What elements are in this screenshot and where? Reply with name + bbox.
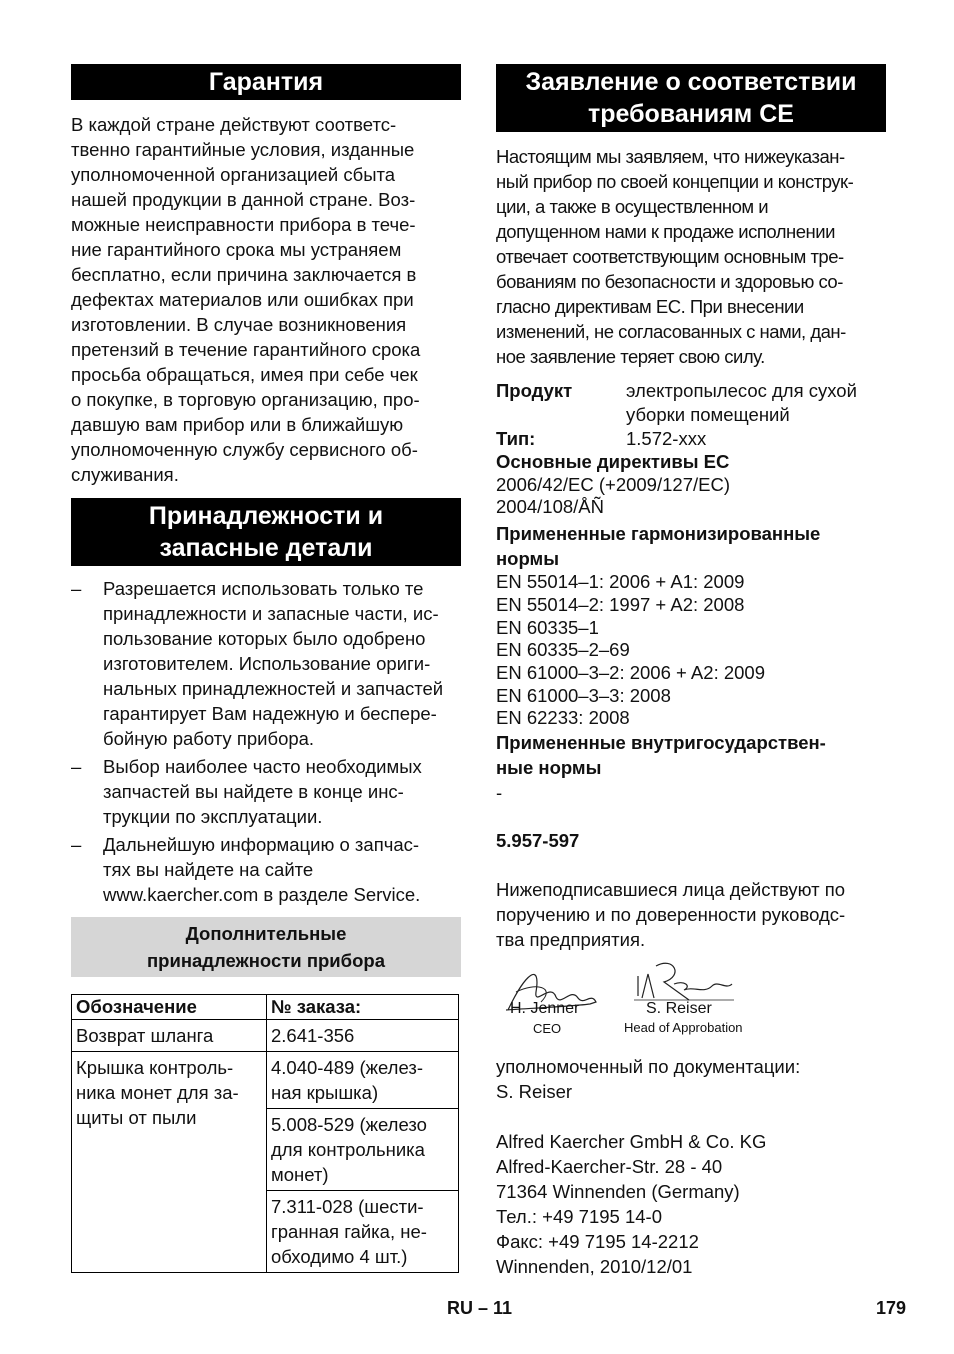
text-line: ции, а также в осуществленном и: [496, 196, 769, 217]
accessories-heading: [71, 498, 461, 566]
text-line: давшую вам прибор или в ближайшую: [71, 414, 404, 435]
table-cell-name: Возврат шланга: [72, 1020, 267, 1052]
text-line: ное заявление теряет свою силу.: [496, 346, 765, 367]
optional-accessories-heading: [71, 917, 461, 977]
text-line: нашей продукции в данной стране. Воз-: [71, 189, 416, 210]
list-item: [71, 576, 461, 751]
text-line: о покупке, в торговую организацию, про-: [71, 389, 420, 410]
address-line: Alfred-Kaercher-Str. 28 - 40: [496, 1155, 723, 1177]
national-label-line: ные нормы: [496, 757, 602, 779]
type-row: [496, 427, 886, 451]
address-line: Тел.: +49 7195 14-0: [496, 1205, 662, 1227]
signer1-name: H. Jenner: [510, 999, 580, 1017]
directive-line: 2006/42/EC (+2009/127/EC): [496, 473, 730, 495]
text-line: ние гарантийного срока мы устраняем: [71, 239, 402, 260]
harmonized-label-line: Примененные гармонизированные: [496, 523, 821, 545]
standards-list: [496, 571, 886, 730]
warranty-text: [71, 112, 461, 487]
national-label-line: Примененные внутригосударствен-: [496, 732, 826, 754]
cell-line: 5.008-529 (железо: [271, 1114, 427, 1135]
accessories-title-line: запасные детали: [159, 534, 373, 562]
text-line: гласно директивам ЕС. При внесении: [496, 296, 804, 317]
table-row: [72, 1052, 459, 1109]
signer2-role: Head of Approbation: [624, 1019, 743, 1035]
text-line: Дальнейшую информацию о запчас-: [103, 834, 420, 855]
standard-line: EN 61000–3–3: 2008: [496, 684, 671, 706]
directive-line: 2004/108/ÅÑ: [496, 496, 605, 518]
cell-line: ника монет для за-: [76, 1082, 239, 1103]
text-line: пользование которых было одобрено: [103, 628, 426, 649]
optional-title-line: принадлежности прибора: [147, 950, 385, 971]
cell-line: монет): [271, 1164, 329, 1185]
text-line: изменений, не согласованных с нами, дан-: [496, 321, 846, 342]
text-line: В каждой стране действуют соответс-: [71, 114, 397, 135]
document-number: 5.957-597: [496, 829, 580, 851]
text-line: бесплатно, если причина заключается в: [71, 264, 417, 285]
text-line: S. Reiser: [496, 1080, 573, 1102]
text-line: Настоящим мы заявляем, что нижеуказан-: [496, 146, 845, 167]
address-line: Факс: +49 7195 14-2212: [496, 1230, 699, 1252]
product-block: [496, 379, 886, 451]
signatures: [496, 962, 886, 1052]
text-line: служивания.: [71, 464, 179, 485]
cell-line: для контрольника: [271, 1139, 425, 1160]
product-label: Продукт: [496, 380, 573, 401]
standard-line: EN 60335–1: [496, 616, 599, 638]
optional-title-line: Дополнительные: [185, 923, 347, 944]
accessories-list: [71, 576, 461, 907]
cell-line: 4.040-489 (желез-: [271, 1057, 423, 1078]
ce-heading: [496, 64, 886, 132]
type-label: Тип:: [496, 428, 536, 449]
accessories-title-line: Принадлежности и: [148, 502, 384, 530]
directives-block: [496, 451, 886, 805]
signer1-role: CEO: [533, 1020, 562, 1036]
list-item: [71, 754, 461, 829]
cell-line: ная крышка): [271, 1082, 379, 1103]
text-line: изготовителем. Использование ориги-: [103, 653, 431, 674]
table-header-order-number: № заказа:: [267, 995, 459, 1020]
cell-line: щиты от пыли: [76, 1107, 197, 1128]
text-line: отвечает соответствующим основным тре-: [496, 246, 844, 267]
page-number: 179: [876, 1298, 907, 1318]
standard-line: EN 61000–3–2: 2006 + A2: 2009: [496, 661, 765, 683]
table-row: [72, 1020, 459, 1052]
type-value: 1.572-xxx: [626, 428, 707, 449]
signer2-name: S. Reiser: [646, 999, 712, 1017]
address-line: Winnenden, 2010/12/01: [496, 1255, 693, 1277]
harmonized-label-line: нормы: [496, 548, 560, 570]
warranty-heading: [71, 64, 461, 100]
standard-line: EN 60335–2–69: [496, 639, 630, 661]
text-line: уполномоченной организацией сбыта: [71, 164, 396, 185]
table-cell-order: [267, 1109, 459, 1191]
table-cell-order: 2.641-356: [267, 1020, 459, 1052]
text-line: тва предприятия.: [496, 928, 646, 950]
table-cell-order: [267, 1052, 459, 1109]
text-line: изготовлении. В случае возникновения: [71, 314, 407, 335]
standard-line: EN 62233: 2008: [496, 707, 630, 729]
cell-line: гранная гайка, не-: [271, 1221, 427, 1242]
text-line: поручению и по доверенности руководс-: [496, 903, 846, 925]
table-header-row: [72, 995, 459, 1020]
text-line: претензий в течение гарантийного срока: [71, 339, 421, 360]
standard-line: EN 55014–2: 1997 + A2: 2008: [496, 593, 745, 615]
table-cell-name: [72, 1052, 267, 1273]
text-line: нальных принадлежностей и запчастей: [103, 678, 444, 699]
right-column: [496, 64, 886, 1279]
address-line: Alfred Kaercher GmbH & Co. KG: [496, 1130, 767, 1152]
signers-text: [496, 877, 886, 952]
text-line: принадлежности и запасные части, ис-: [103, 603, 439, 624]
harmonized-label: [496, 521, 886, 571]
text-line: уполномоченный по документации:: [496, 1055, 801, 1077]
address-line: 71364 Winnenden (Germany): [496, 1180, 740, 1202]
list-item: [71, 832, 461, 907]
ce-title-line: требованиям СЕ: [588, 100, 794, 128]
text-line: трукции по эксплуатации.: [103, 806, 323, 827]
text-line: бованиям по безопасности и здоровью со-: [496, 271, 843, 292]
company-address: [496, 1129, 886, 1279]
authorized-text: [496, 1054, 886, 1104]
text-line: просьба обращаться, имея при себе чек: [71, 364, 418, 385]
product-line: уборки помещений: [626, 404, 790, 425]
product-line: электропылесос для сухой: [626, 380, 857, 401]
ce-intro-text: [496, 144, 886, 369]
text-line: Выбор наиболее часто необходимых: [103, 756, 422, 777]
cell-line: 7.311-028 (шести-: [271, 1196, 424, 1217]
table-cell-order: [267, 1191, 459, 1273]
national-label: [496, 730, 886, 780]
text-line: уполномоченную службу сервисного об-: [71, 439, 418, 460]
text-line: можные неисправности прибора в тече-: [71, 214, 416, 235]
text-line: тях вы найдете на сайте: [103, 859, 314, 880]
product-row: [496, 379, 886, 427]
warranty-title: Гарантия: [208, 68, 324, 96]
text-line: запчастей вы найдете в конце инс-: [103, 781, 404, 802]
text-line: Нижеподписавшиеся лица действуют по: [496, 878, 845, 900]
left-column: [71, 64, 461, 1273]
text-line: допущенном нами к продаже исполнении: [496, 221, 835, 242]
standard-line: EN 55014–1: 2006 + A1: 2009: [496, 571, 745, 593]
cell-line: Крышка контроль-: [76, 1057, 234, 1078]
bullet-dash: –: [71, 756, 82, 777]
national-value: -: [496, 782, 503, 804]
page-section-label: RU – 11: [447, 1298, 513, 1318]
directives-label: Основные директивы ЕС: [496, 451, 730, 472]
accessories-table: [71, 994, 459, 1273]
table-header-designation: Обозначение: [72, 995, 267, 1020]
text-line: Разрешается использовать только те: [103, 578, 424, 599]
text-line: www.kaercher.com в разделе Service.: [103, 884, 421, 905]
text-line: ный прибор по своей концепции и конструк-: [496, 171, 854, 192]
text-line: твенно гарантийные условия, изданные: [71, 139, 415, 160]
ce-title-line: Заявление о соответствии: [525, 68, 857, 96]
cell-line: обходимо 4 шт.): [271, 1246, 408, 1267]
bullet-dash: –: [71, 834, 82, 855]
text-line: бойную работу прибора.: [103, 728, 315, 749]
bullet-dash: –: [71, 578, 82, 599]
product-value: [626, 379, 857, 427]
text-line: гарантирует Вам надежную и беспере-: [103, 703, 437, 724]
text-line: дефектах материалов или ошибках при: [71, 289, 414, 310]
